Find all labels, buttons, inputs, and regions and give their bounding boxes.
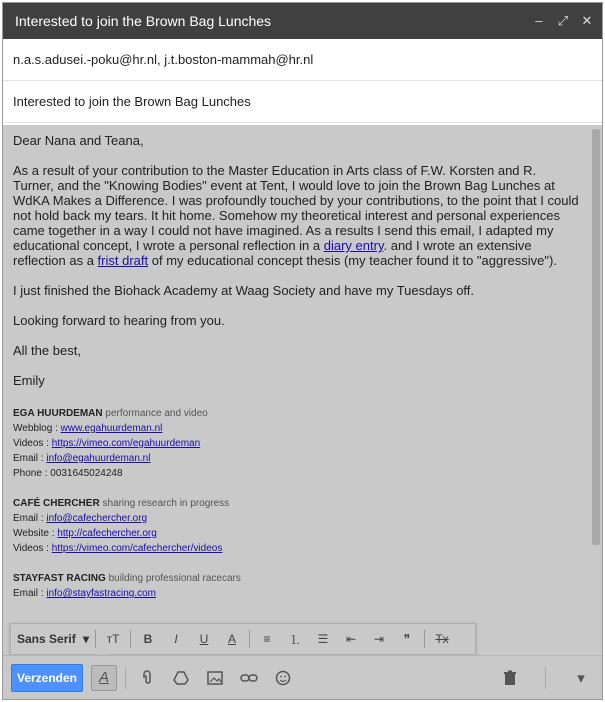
bulleted-list-icon[interactable]: ☰ [317, 632, 329, 646]
subject-field[interactable] [3, 81, 602, 123]
sig-label: Email : [13, 513, 47, 524]
message-body-area [3, 125, 602, 699]
bottom-divider [125, 667, 126, 689]
signature-cafe [13, 496, 580, 556]
sig-ega-weblog-link[interactable]: www.egahuurdeman.nl [60, 423, 163, 434]
align-icon[interactable]: ≡ [263, 632, 271, 646]
sig-label: Website : [13, 528, 58, 539]
body-paragraph-2: I just finished the Biohack Academy at Waag Society and have my Tuesdays off. [13, 283, 475, 298]
close-icon[interactable]: ✕ [581, 13, 593, 28]
p1-text-b: . and I wrote an extensive reflection as a [13, 238, 532, 268]
sig-label: Email : [13, 588, 47, 599]
underline-icon[interactable]: U [199, 632, 209, 646]
recipients-field[interactable] [3, 39, 602, 81]
formatting-toolbar [10, 623, 476, 655]
sig-ega-desc: performance and video [102, 408, 208, 419]
subject-value: Interested to join the Brown Bag Lunches [13, 94, 251, 109]
sig-cafe-website-link[interactable]: http://cafechercher.org [57, 528, 157, 539]
sig-ega-email-link[interactable]: info@egahuurdeman.nl [46, 453, 151, 464]
formatting-options-icon[interactable] [91, 665, 117, 691]
body-paragraph-4: All the best, [13, 343, 81, 358]
bold-icon[interactable]: B [143, 632, 153, 646]
sig-label: Videos : [13, 438, 52, 449]
sig-label: Email : [13, 453, 47, 464]
toolbar-divider [249, 630, 250, 648]
editor-scrollbar[interactable] [592, 129, 600, 545]
first-draft-link[interactable]: frist draft [97, 253, 149, 268]
minimize-icon[interactable]: ‒ [535, 13, 543, 28]
send-button[interactable]: Verzenden [11, 664, 83, 692]
recipients-value: n.a.s.adusei.-poku@hr.nl, j.t.boston-mammah@hr.nl [13, 52, 314, 67]
toolbar-divider [130, 630, 131, 648]
sig-cafe-email-link[interactable]: info@cafechercher.org [46, 513, 148, 524]
sig-ega-phone: Phone : 0031645024248 [13, 468, 123, 479]
text-color-icon[interactable]: A [227, 632, 236, 646]
sig-cafe-videos-link[interactable]: https://vimeo.com/cafechercher/videos [51, 543, 223, 554]
font-select-value: Sans Serif [17, 632, 76, 646]
body-paragraph-5: Emily [13, 373, 45, 388]
attach-file-icon[interactable] [134, 665, 160, 691]
p1-text-a: As a result of your contribution to the Master Education in Arts class of F.W. Korsten and R. Turner, and the "Knowing Bodies" event at Tent, I would love to join the Brown Bag Lunches at WdKA Makes a Difference. I was profoundly touched by your contributions, to the point that I could not hold back my tears. It hit home. Somehow my theoretical interest and personal experiences came together in a way I could not have imagined. As a results I send this email, I adapted my educational concept, I wrote a personal reflection in a [13, 163, 579, 253]
body-paragraph-3: Looking forward to hearing from you. [13, 313, 225, 328]
popout-icon[interactable]: ⤢ [557, 13, 569, 28]
insert-link-icon[interactable] [236, 665, 262, 691]
toolbar-divider [95, 630, 96, 648]
sig-label: Webblog : [13, 423, 61, 434]
numbered-list-icon[interactable]: ⒈ [288, 632, 301, 647]
compose-titlebar[interactable] [3, 3, 602, 39]
font-select[interactable] [17, 632, 89, 646]
bottom-right-controls [489, 665, 594, 691]
window-controls [532, 14, 594, 28]
signature-stayfast [13, 571, 580, 601]
compose-bottom-bar [3, 655, 602, 699]
compose-window [2, 2, 603, 700]
drive-icon[interactable] [168, 665, 194, 691]
bottom-divider [545, 667, 546, 689]
sig-cafe-name: CAFÉ CHERCHER [13, 498, 100, 509]
font-size-icon[interactable]: тT [106, 632, 120, 646]
outdent-icon[interactable]: ⇤ [345, 632, 357, 646]
compose-title: Interested to join the Brown Bag Lunches [15, 13, 272, 29]
discard-draft-icon[interactable] [497, 665, 523, 691]
insert-photo-icon[interactable] [202, 665, 228, 691]
quote-icon[interactable]: ❞ [403, 632, 411, 646]
signature-ega [13, 406, 580, 481]
emoji-icon[interactable] [270, 665, 296, 691]
sig-stayfast-email-link[interactable]: info@stayfastracing.com [46, 588, 156, 599]
p1-text-c: of my educational concept thesis (my teacher found it to "aggressive"). [148, 253, 557, 268]
chevron-down-icon: ▾ [82, 632, 89, 646]
diary-entry-link[interactable]: diary entry [323, 238, 384, 253]
italic-icon[interactable]: I [174, 632, 178, 646]
greeting: Dear Nana and Teana, [13, 133, 144, 148]
more-options-icon[interactable]: ▾ [577, 669, 585, 687]
toolbar-divider [424, 630, 425, 648]
sig-ega-videos-link[interactable]: https://vimeo.com/egahuurdeman [51, 438, 201, 449]
sig-cafe-desc: sharing research in progress [99, 498, 230, 509]
clear-format-icon[interactable]: Tx [435, 632, 449, 646]
message-editor[interactable] [3, 125, 590, 699]
sig-label: Videos : [13, 543, 52, 554]
sig-ega-name: EGA HUURDEMAN [13, 408, 103, 419]
sig-stayfast-name: STAYFAST RACING [13, 573, 106, 584]
signature [13, 406, 580, 601]
sig-stayfast-desc: building professional racecars [105, 573, 241, 584]
indent-icon[interactable]: ⇥ [373, 632, 385, 646]
formatting-options-glyph: A [98, 669, 109, 686]
body-paragraph-1 [13, 163, 580, 268]
